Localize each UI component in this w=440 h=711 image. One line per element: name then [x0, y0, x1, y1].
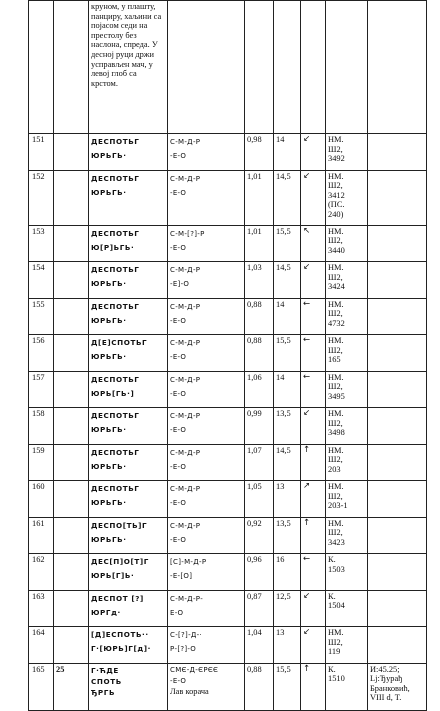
die-axis-icon: ↙ — [301, 627, 326, 664]
collection-reference: НМ. Ш2, 203-1 — [326, 481, 368, 518]
die-axis-icon: ↑ — [301, 444, 326, 481]
reverse-legend: С-М-Д-Р- Е-О — [168, 590, 245, 627]
reverse-legend: С-М-Д-Р -Е-О — [168, 481, 245, 518]
weight: 1,01 — [245, 170, 274, 225]
obverse-legend: Г·ЋДЕ СПОТЬ ЂРГЬ — [89, 663, 168, 710]
coin-catalogue-table — [28, 0, 427, 711]
weight: 0,88 — [245, 298, 274, 335]
catalogue-number: 164 — [29, 627, 54, 664]
table-row — [29, 298, 427, 335]
diameter: 13 — [274, 481, 301, 518]
obverse-legend: ДЕСПОТЬГ ЮРЬГЬ· — [89, 170, 168, 225]
catalogue-number: 154 — [29, 262, 54, 299]
weight: 1,03 — [245, 262, 274, 299]
bibliography-reference: И:45.25; Lj:Ђурађ Бранковић, VIII d, T. — [368, 663, 427, 710]
weight: 0,88 — [245, 663, 274, 710]
collection-reference: НМ. Ш2, 119 — [326, 627, 368, 664]
diameter: 14,5 — [274, 262, 301, 299]
reverse-legend: С-М-Д-Р -Е-О — [168, 335, 245, 372]
weight: 0,99 — [245, 408, 274, 445]
diameter: 13,5 — [274, 517, 301, 554]
table-row — [29, 554, 427, 591]
table-row — [29, 371, 427, 408]
weight: 1,05 — [245, 481, 274, 518]
die-axis-icon: ← — [301, 554, 326, 591]
table-row — [29, 517, 427, 554]
die-axis-icon: ↙ — [301, 262, 326, 299]
weight: 0,88 — [245, 335, 274, 372]
reverse-legend: С-М-[?]-Р -Е-О — [168, 225, 245, 262]
table-row — [29, 481, 427, 518]
weight: 1,06 — [245, 371, 274, 408]
diameter: 14 — [274, 371, 301, 408]
catalogue-number: 159 — [29, 444, 54, 481]
catalogue-number: 158 — [29, 408, 54, 445]
catalogue-number: 163 — [29, 590, 54, 627]
die-axis-icon: ↙ — [301, 170, 326, 225]
table-row — [29, 627, 427, 664]
weight: 0,98 — [245, 134, 274, 171]
reverse-legend: С-[?]-Д-· Р-[?]-О — [168, 627, 245, 664]
obverse-legend: ДЕСПОТЬГ ЮРЬГЬ· — [89, 262, 168, 299]
reverse-legend: С-М-Д-Р -Е-О — [168, 170, 245, 225]
diameter: 16 — [274, 554, 301, 591]
weight: 1,01 — [245, 225, 274, 262]
obverse-legend: ДЕСПОТЬГ ЮРЬГЬ· — [89, 408, 168, 445]
collection-reference: НМ. Ш2, 3498 — [326, 408, 368, 445]
obverse-legend: ДЕСПОТЬГ ЮРЬГЬ· — [89, 134, 168, 171]
diameter: 15,5 — [274, 225, 301, 262]
reverse-legend: СМЄ-Д-ЄРЄЄ -Е-О Лав корача — [168, 663, 245, 710]
reverse-legend: С-М-Д-Р -Е-О — [168, 408, 245, 445]
obverse-legend: ДЕСПОТЬГ ЮРЬГЬ· — [89, 481, 168, 518]
obverse-legend: ДЕСПОТЬГ ЮРЬГЬ· — [89, 444, 168, 481]
catalogue-number: 162 — [29, 554, 54, 591]
diameter: 14,5 — [274, 170, 301, 225]
obverse-legend: ДЕСПОТЬГ ЮРЬГЬ· — [89, 298, 168, 335]
weight: 1,04 — [245, 627, 274, 664]
catalogue-number: 161 — [29, 517, 54, 554]
table-row — [29, 225, 427, 262]
diameter: 14 — [274, 134, 301, 171]
die-axis-icon: ↙ — [301, 134, 326, 171]
reverse-legend: [С]-М-Д-Р -Е-[О] — [168, 554, 245, 591]
table-row — [29, 262, 427, 299]
obverse-legend: ДЕСПОТЬГ Ю[Р]ЬГЬ· — [89, 225, 168, 262]
collection-reference: НМ. Ш2, 3495 — [326, 371, 368, 408]
catalogue-number: 155 — [29, 298, 54, 335]
catalogue-number: 151 — [29, 134, 54, 171]
obverse-legend: ДЕСПО[ТЬ]Г ЮРЬГЬ· — [89, 517, 168, 554]
collection-reference: НМ. Ш2, 3440 — [326, 225, 368, 262]
collection-reference: НМ. Ш2, 3424 — [326, 262, 368, 299]
diameter: 13,5 — [274, 408, 301, 445]
diameter: 15,5 — [274, 335, 301, 372]
diameter: 12,5 — [274, 590, 301, 627]
die-axis-icon: ↙ — [301, 408, 326, 445]
collection-reference: НМ. Ш2, 203 — [326, 444, 368, 481]
diameter: 14 — [274, 298, 301, 335]
reverse-legend: С-М-Д-Р -Е-О — [168, 134, 245, 171]
collection-reference: НМ. Ш2, 3492 — [326, 134, 368, 171]
type-number: 25 — [54, 663, 89, 710]
reverse-legend: С-М-Д-Р -Е-О — [168, 371, 245, 408]
collection-reference: К. 1510 — [326, 663, 368, 710]
collection-reference: НМ. Ш2, 3423 — [326, 517, 368, 554]
die-axis-icon: ↗ — [301, 481, 326, 518]
catalogue-number: 165 — [29, 663, 54, 710]
die-axis-icon: ↑ — [301, 663, 326, 710]
catalogue-number: 152 — [29, 170, 54, 225]
collection-reference: НМ. Ш2, 165 — [326, 335, 368, 372]
table-row — [29, 1, 427, 134]
die-axis-icon: ← — [301, 298, 326, 335]
obverse-legend: ДЕС[П]О[Т]Г ЮРЬ[Г]Ь· — [89, 554, 168, 591]
diameter: 15,5 — [274, 663, 301, 710]
reverse-type-description: Лав корача — [170, 686, 209, 696]
obverse-legend: Д[Е]СПОТЬГ ЮРЬГЬ· — [89, 335, 168, 372]
diameter: 14,5 — [274, 444, 301, 481]
collection-reference: НМ. Ш2, 4732 — [326, 298, 368, 335]
catalogue-number: 160 — [29, 481, 54, 518]
weight: 0,92 — [245, 517, 274, 554]
weight: 0,96 — [245, 554, 274, 591]
weight: 1,07 — [245, 444, 274, 481]
table-row — [29, 590, 427, 627]
table-row — [29, 408, 427, 445]
table-row — [29, 134, 427, 171]
die-axis-icon: ↑ — [301, 517, 326, 554]
die-axis-icon: ↙ — [301, 590, 326, 627]
catalogue-number: 153 — [29, 225, 54, 262]
reverse-legend: С-М-Д-Р -Е]-О — [168, 262, 245, 299]
obverse-legend: ДЕСПОТЬГ ЮРЬ[ГЬ·] — [89, 371, 168, 408]
collection-reference: НМ. Ш2, 3412 (ПС. 240) — [326, 170, 368, 225]
reverse-legend: С-М-Д-Р -Е-О — [168, 298, 245, 335]
table-row — [29, 663, 427, 710]
weight: 0,87 — [245, 590, 274, 627]
catalogue-number: 156 — [29, 335, 54, 372]
diameter: 13 — [274, 627, 301, 664]
collection-reference: К. 1503 — [326, 554, 368, 591]
table-row — [29, 170, 427, 225]
coin-description: круном, у плашту, панциру, хаљини са појасом седи на престолу без наслона, спреда. У десној руци држи усправљен мач, у левој глоб са крстом. — [89, 1, 168, 134]
table-row — [29, 335, 427, 372]
obverse-legend: [Д]ЕСПОТЬ·· Г·[ЮРЬ]Г[д]· — [89, 627, 168, 664]
catalogue-number: 157 — [29, 371, 54, 408]
reverse-legend: С-М-Д-Р -Е-О — [168, 517, 245, 554]
obverse-legend: ДЕСПОТ [?] ЮРГд· — [89, 590, 168, 627]
table-row — [29, 444, 427, 481]
die-axis-icon: ← — [301, 335, 326, 372]
die-axis-icon: ← — [301, 371, 326, 408]
collection-reference: К. 1504 — [326, 590, 368, 627]
reverse-legend: С-М-Д-Р -Е-О — [168, 444, 245, 481]
die-axis-icon: ↖ — [301, 225, 326, 262]
